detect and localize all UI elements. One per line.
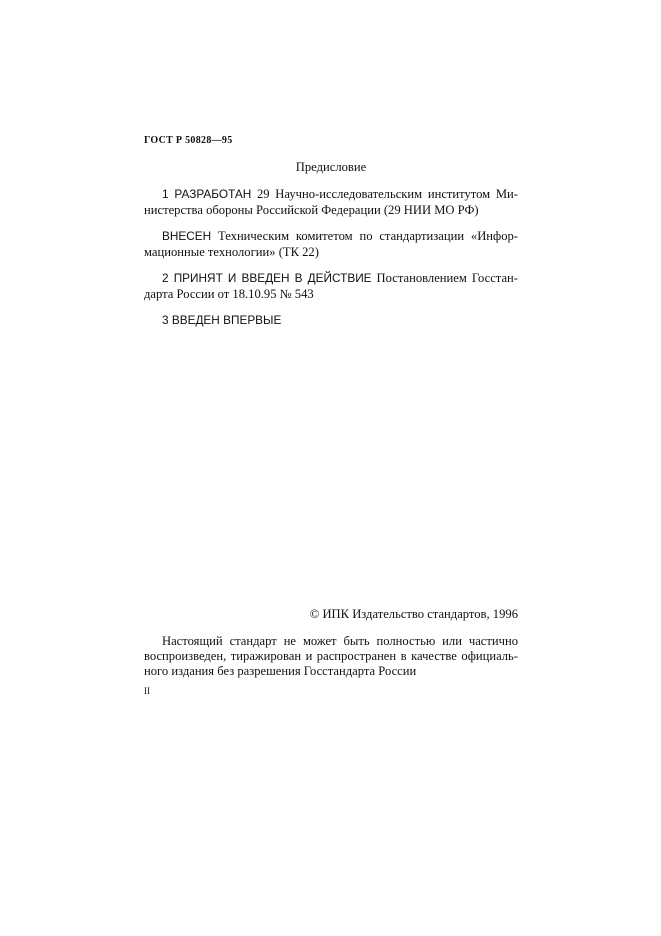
notice-line-3: ного издания без разрешения Госстандарта России xyxy=(144,664,417,678)
document-header: ГОСТ Р 50828—95 xyxy=(144,135,233,146)
paragraph-1-text: 29 Научно-исследовательским институтом Ми- xyxy=(251,187,518,201)
paragraph-3-lead: 2 ПРИНЯТ И ВВЕДЕН В ДЕЙСТВИЕ xyxy=(162,271,372,285)
paragraph-2-lead: ВНЕСЕН xyxy=(162,229,212,243)
paragraph-2-line-2: мационные технологии» (ТК 22) xyxy=(144,245,319,259)
paragraph-1-line-1 xyxy=(144,187,518,201)
notice-line-2: воспроизведен, тиражирован и распространен в качестве официаль- xyxy=(144,649,518,663)
page-number: II xyxy=(144,686,150,696)
paragraph-2-line-1 xyxy=(144,229,518,243)
paragraph-3-line-1 xyxy=(144,271,518,285)
paragraph-3-line-2: дарта России от 18.10.95 № 543 xyxy=(144,287,314,301)
paragraph-1-line-2: нистерства обороны Российской Федерации (29 НИИ МО РФ) xyxy=(144,203,479,217)
section-title: Предисловие xyxy=(295,160,367,174)
paragraph-3-text: Постановлением Госстан- xyxy=(371,271,518,285)
copyright: © ИПК Издательство стандартов, 1996 xyxy=(309,607,518,621)
paragraph-2-text: Техническим комитетом по стандартизации «Инфор- xyxy=(211,229,518,243)
paragraph-1-lead: 1 РАЗРАБОТАН xyxy=(162,187,252,201)
notice-line-1: Настоящий стандарт не может быть полностью или частично xyxy=(162,634,518,648)
paragraph-4-lead: 3 ВВЕДЕН ВПЕРВЫЕ xyxy=(162,313,282,327)
paragraph-4 xyxy=(144,313,518,327)
